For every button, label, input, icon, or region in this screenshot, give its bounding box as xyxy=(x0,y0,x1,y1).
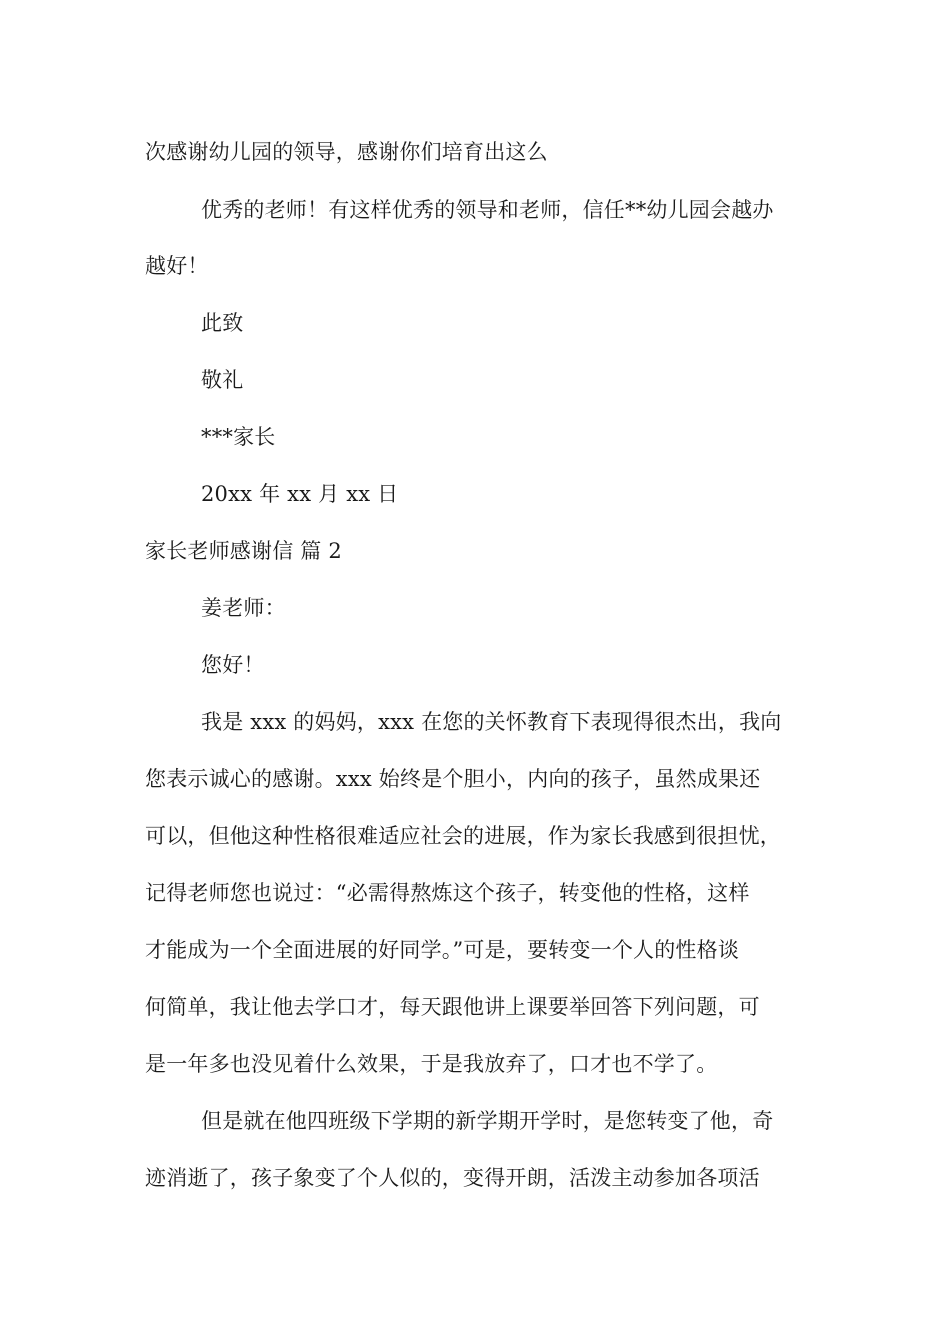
text-line: 越好！ xyxy=(145,254,209,278)
text-line: 是一年多也没见着什么效果，于是我放弃了，口才也不学了。 xyxy=(145,1052,718,1076)
text-line: 但是就在他四班级下学期的新学期开学时，是您转变了他，奇 xyxy=(201,1109,774,1133)
text-line: 您表示诚心的感谢。xxx 始终是个胆小，内向的孩子，虽然成果还 xyxy=(145,767,761,791)
text-line: 优秀的老师！有这样优秀的领导和老师，信任**幼儿园会越办 xyxy=(201,198,774,222)
text-line: 我是 xxx 的妈妈，xxx 在您的关怀教育下表现得很杰出，我向 xyxy=(201,710,782,734)
greeting: 您好！ xyxy=(201,653,265,677)
text-line: 何简单，我让他去学口才，每天跟他讲上课要举回答下列问题，可 xyxy=(145,995,760,1019)
section-heading: 家长老师感谢信 篇 2 xyxy=(145,539,342,563)
signature: ***家长 xyxy=(201,425,276,449)
text-line: 次感谢幼儿园的领导，感谢你们培育出这么 xyxy=(145,140,548,164)
date: 20xx 年 xx 月 xx 日 xyxy=(201,482,399,506)
text-line: 可以，但他这种性格很难适应社会的进展，作为家长我感到很担忧， xyxy=(145,824,781,848)
closing-regards: 敬礼 xyxy=(201,368,244,392)
text-line: 记得老师您也说过：“必需得熬炼这个孩子，转变他的性格，这样 xyxy=(145,881,750,905)
greeting-recipient: 姜老师： xyxy=(201,596,286,620)
text-line: 才能成为一个全面进展的好同学。”可是，要转变一个人的性格谈 xyxy=(145,938,740,962)
closing-salutation: 此致 xyxy=(201,311,244,335)
text-line: 迹消逝了，孩子象变了个人似的，变得开朗，活泼主动参加各项活 xyxy=(145,1166,760,1190)
